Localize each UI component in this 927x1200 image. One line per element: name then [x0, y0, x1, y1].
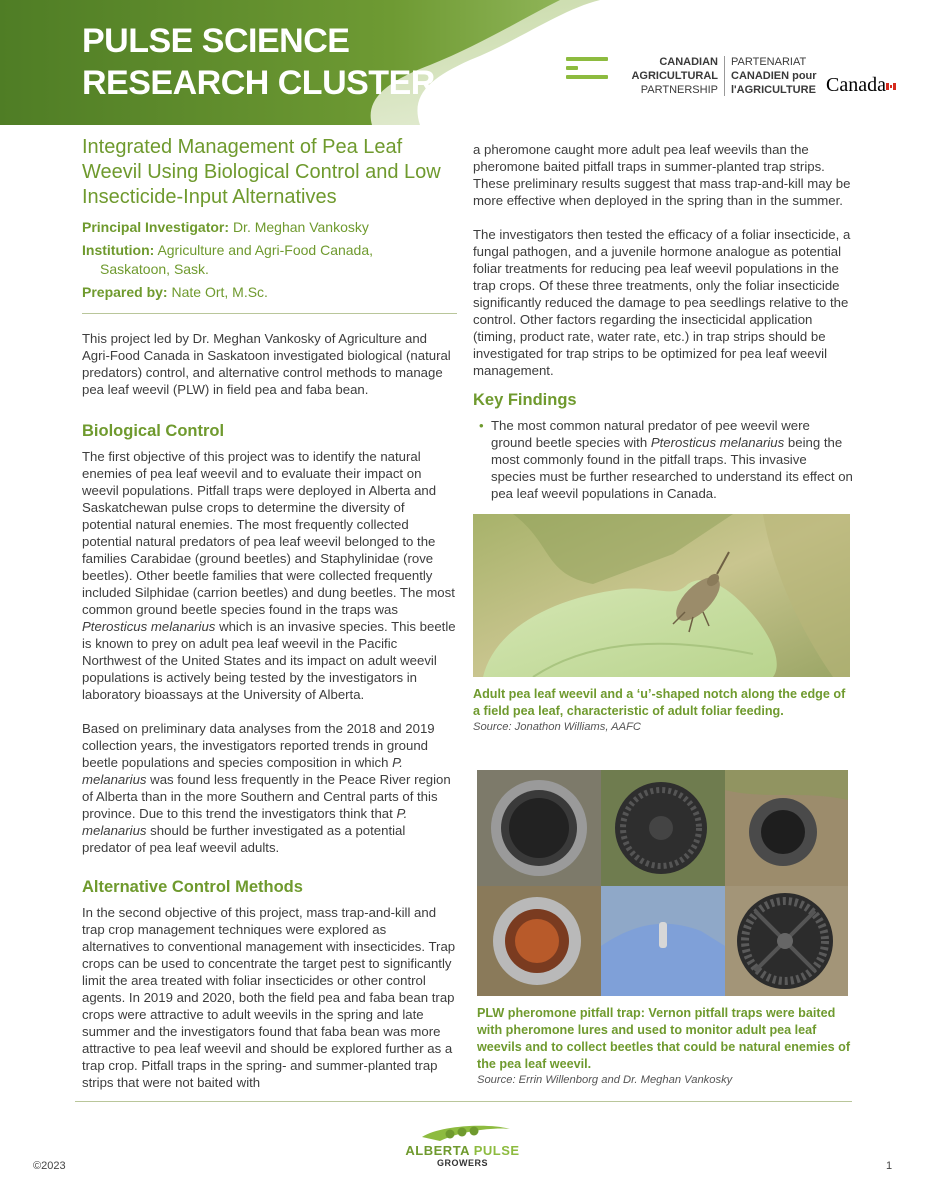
institution-value-2: Saskatoon, Sask. — [100, 261, 209, 277]
figure-2-caption: PLW pheromone pitfall trap: Vernon pitfall traps were baited with pheromone lures and used to monitor adult pea leaf weevils and to collect beetles that could be natural enemies of the pea leaf weevil. — [477, 1006, 851, 1071]
key-finding-text-a: The most common natural predator of pee weevil were ground beetle species with — [491, 418, 810, 450]
figure-1-caption: Adult pea leaf weevil and a ‘u’-shaped notch along the edge of a field pea leaf, characteristic of adult foliar feeding. — [473, 687, 846, 718]
alberta-pulse-growers-logo — [400, 1123, 525, 1181]
cap-fr-line3: l'AGRICULTURE — [731, 84, 816, 96]
footer-divider — [75, 1101, 852, 1102]
bio-p2-text-b: was found less frequently in the Peace River region of Alberta than in the more Southern and Central parts of this province. Due to this trend the investigators think that — [82, 772, 451, 821]
bio-p2-species-2: P. melanarius — [82, 806, 408, 838]
institution-label: Institution: — [82, 242, 155, 258]
institution — [82, 241, 457, 279]
cap-en-line3: PARTNERSHIP — [640, 84, 718, 96]
trap-lid-photo — [601, 770, 725, 886]
heading-alternative-control: Alternative Control Methods — [82, 878, 303, 896]
trap-top-view-photo — [725, 886, 848, 996]
logo-pulse: PULSE — [473, 1143, 520, 1158]
principal-investigator — [82, 218, 457, 237]
bio-paragraph-2 — [82, 720, 457, 856]
logo-growers: GROWERS — [436, 1158, 488, 1168]
cap-en-line1: CANADIAN — [659, 56, 718, 68]
figure-2-source: Source: Errin Willenborg and Dr. Meghan Vankosky — [477, 1074, 733, 1086]
alt-paragraph-1-continued: a pheromone caught more adult pea leaf weevils than the pheromone baited pitfall traps in summer-planted trap strips. These preliminary results suggest that mass trap-and-kill may be more effective when deployed in the spring than in the summer. — [473, 142, 851, 208]
trap-in-soil-photo — [725, 770, 848, 886]
logo-name — [400, 1143, 525, 1158]
cap-divider — [724, 56, 725, 96]
page-header — [0, 0, 927, 125]
bio-p1-text-b: which is an invasive species. This beetle is known to prey on adult pea leaf weevil in the Pacific Northwest of the United States and its impact on adult weevil populations is actively being tested by the investigators in laboratory bioassays at the University of Alberta. — [82, 619, 456, 702]
cap-stripes-icon — [566, 57, 608, 84]
alt-paragraph-1: In the second objective of this project, mass trap-and-kill and trap crop management techniques were explored as alternatives to conventional management with insecticides. Trap crops can be used to concentrate the target pest to significantly limit the area treated with foliar insecticides or other control agents. In 2019 and 2020, both the field pea and faba bean trap crops were attractive to adult weevils in the spring and late summer and the investigators found that faba bean was more attractive to pea leaf weevil and should be explored further as a trap crop. Pitfall traps in the spring- and summer-planted trap strips that were not baited with — [82, 905, 456, 1090]
cap-french-text — [731, 55, 841, 97]
cap-fr-line1: PARTENARIAT — [731, 56, 807, 68]
title-divider — [82, 313, 457, 314]
prepared-label: Prepared by: — [82, 284, 168, 300]
canada-flag-icon — [886, 77, 896, 84]
trap-cup-photo — [477, 770, 601, 886]
canada-wordmark: Canada — [826, 74, 886, 96]
prepared-by — [82, 283, 457, 302]
figure-2-caption-block — [477, 1005, 852, 1088]
pi-label: Principal Investigator: — [82, 219, 230, 235]
heading-key-findings: Key Findings — [473, 391, 577, 409]
left-column — [82, 135, 457, 1091]
heading-biological-control: Biological Control — [82, 422, 225, 440]
bullet-icon: • — [479, 418, 484, 433]
key-finding-item — [473, 417, 853, 502]
page-number: 1 — [886, 1160, 893, 1172]
bio-p2-species-1: P. melanarius — [82, 755, 403, 787]
bio-p2-text-c: should be further investigated as a potential predator of pea leaf weevil adults. — [82, 823, 406, 855]
bio-p1-text-a: The first objective of this project was to identify the natural enemies of pea leaf weevil and to evaluate their impact on weevil populations. Pitfall traps were deployed in Alberta and Saskatchewan pulse crops to determine the diversity of potential natural enemies. The most frequently collected potential natural predators of pea leaf weevil belonged to the families Carabidae (ground beetles) and Staphylinidae (rove beetles). Other beetle families that were collected frequently included Silphidae (carrion beetles) and dung beetles. The most common ground beetle species found in the traps was — [82, 449, 455, 617]
bio-paragraph-1 — [82, 448, 457, 703]
figure-1-source: Source: Jonathon Williams, AAFC — [473, 721, 641, 733]
cap-fr-line2: CANADIEN pour — [731, 70, 817, 82]
copyright-text: ©2023 — [33, 1160, 66, 1172]
bio-p1-species: Pterosticus melanarius — [82, 619, 216, 634]
cap-en-line2: AGRICULTURAL — [631, 70, 718, 82]
pheromone-lure-photo — [601, 886, 725, 996]
trap-with-liquid-photo — [477, 886, 601, 996]
key-finding-text-b: being the most commonly found in the pitfall traps. This invasive species must be further researched to understand its effect on pea leaf weevil populations in Canada. — [491, 435, 853, 501]
intro-paragraph: This project led by Dr. Meghan Vankosky of Agriculture and Agri-Food Canada in Saskatoon investigated biological (natural predators) control, and alternative control methods to manage pea leaf weevil (PLW) in field pea and faba bean. — [82, 331, 451, 397]
institution-value-1: Agriculture and Agri-Food Canada, — [157, 242, 374, 258]
alt-paragraph-2: The investigators then tested the efficacy of a foliar insecticide, a fungal pathogen, and a juvenile hormone analogue as potential foliar treatments for reducing pea leaf weevil populations in the trap crops. Of these three treatments, only the foliar insecticide significantly reduced the damage to pea seedlings relative to the control. Other factors regarding the insecticidal application (timing, product rate, water rate, etc.) in trap strips should be investigated for trap strips to be optimized for pea leaf weevil management. — [473, 227, 851, 378]
bio-p2-text-a: Based on preliminary data analyses from the 2018 and 2019 collection years, the investigators reported trends in ground beetle populations and species composition in which — [82, 721, 435, 770]
header-title-line1: PULSE SCIENCE — [82, 22, 350, 60]
key-finding-species: Pterosticus melanarius — [650, 435, 785, 450]
weevil-photo — [473, 514, 850, 677]
prepared-value: Nate Ort, M.Sc. — [171, 284, 268, 300]
header-title-line2: RESEARCH CLUSTER — [82, 64, 435, 102]
pitfall-trap-photo-collage — [477, 770, 848, 996]
cap-english-text — [614, 55, 718, 97]
right-column — [473, 141, 853, 735]
pi-value: Dr. Meghan Vankosky — [232, 219, 369, 235]
weevil-on-leaf-image — [473, 514, 850, 677]
logo-alberta: ALBERTA — [405, 1143, 470, 1158]
pea-pod-icon — [400, 1123, 525, 1145]
canadian-agricultural-partnership-logo — [566, 55, 817, 99]
article-title: Integrated Management of Pea Leaf Weevil Using Biological Control and Low Insecticide-Input Alternatives — [82, 136, 441, 208]
